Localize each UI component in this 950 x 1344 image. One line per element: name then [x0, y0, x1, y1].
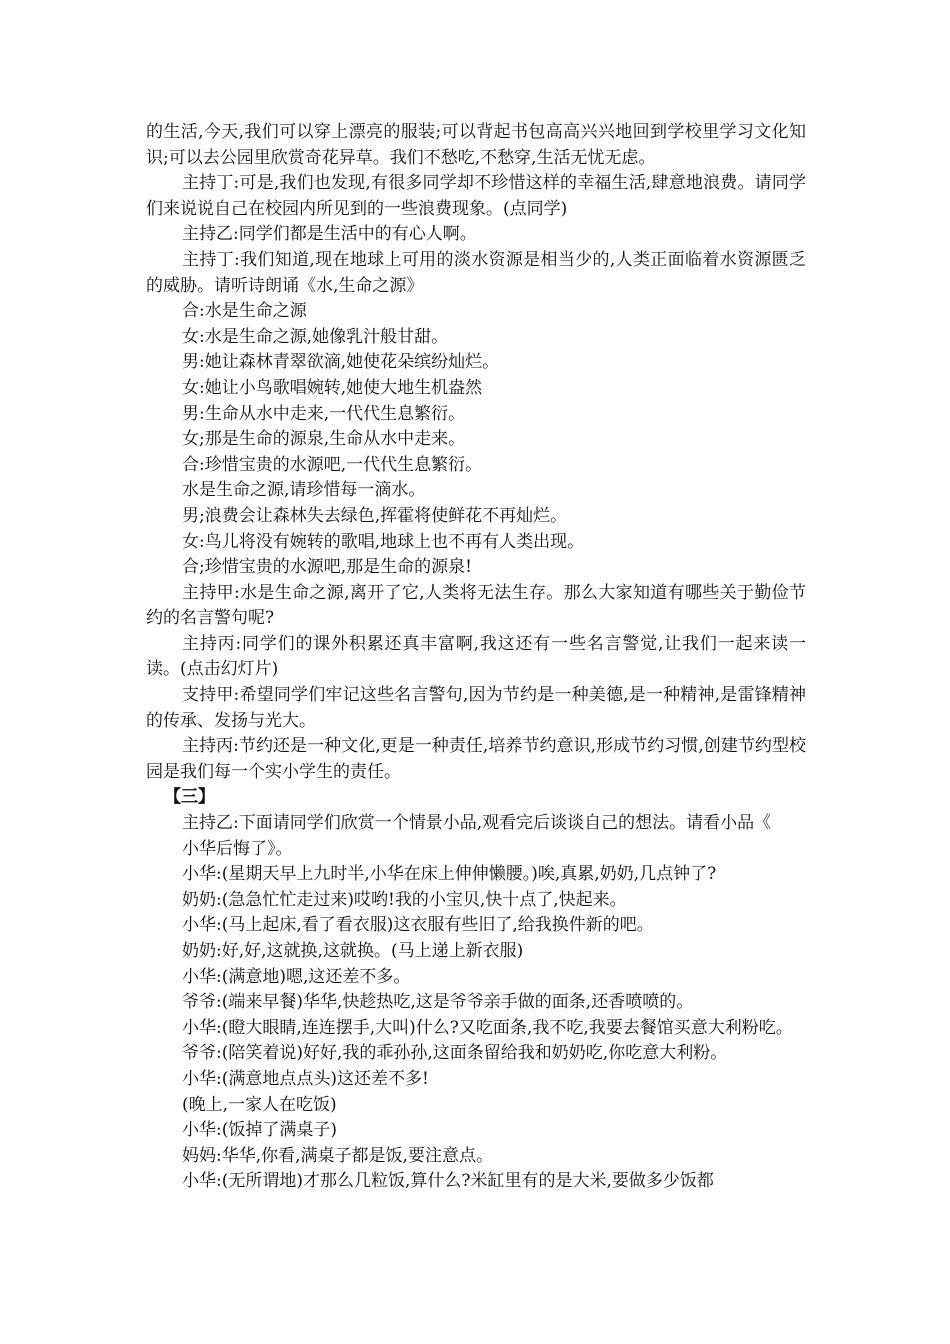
- paragraph: 合;珍惜宝贵的水源吧,那是生命的源泉!: [182, 557, 472, 578]
- paragraph: 奶奶:(急急忙忙走过来)哎哟!我的小宝贝,快十点了,快起来。: [182, 889, 627, 910]
- paragraph: 男;浪费会让森林失去绿色,挥霍将使鲜花不再灿烂。: [182, 505, 568, 526]
- paragraph: 主持乙:同学们都是生活中的有心人啊。: [182, 224, 477, 245]
- paragraph: 女:鸟儿将没有婉转的歌唱,地球上也不再有人类出现。: [182, 531, 585, 552]
- paragraph: 主持甲:水是生命之源,离开了它,人类将无法生存。那么大家知道有哪些关于勤俭节约的名言警句呢?: [146, 582, 806, 629]
- paragraph: 男:她让森林青翠欲滴,她使花朵缤纷灿烂。: [182, 352, 500, 373]
- paragraph: 主持丙:节约还是一种文化,更是一种责任,培养节约意识,形成节约习惯,创建节约型校园是我们每一个实小学生的责任。: [146, 736, 806, 782]
- paragraph: 妈妈:华华,你看,满桌子都是饭,要注意点。: [182, 1145, 493, 1166]
- paragraph: 奶奶:好,好,这就换,这就换。(马上递上新衣服): [182, 941, 524, 961]
- paragraph: 支持甲:希望同学们牢记这些名言警句,因为节约是一种美德,是一种精神,是雷锋精神的传承、发扬与光大。: [146, 685, 806, 731]
- paragraph: 小华:(饭掉了满桌子): [182, 1120, 337, 1141]
- paragraph: 合:珍惜宝贵的水源吧,一代代生息繁衍。: [182, 454, 483, 475]
- paragraph: 男:生命从水中走来,一代代生息繁衍。: [182, 403, 466, 424]
- paragraph: 合:水是生命之源: [182, 301, 307, 322]
- paragraph: 小华:(无所谓地)才那么几粒饭,算什么?米缸里有的是大米,要做多少饭都: [182, 1171, 714, 1192]
- paragraph: 主持丙:同学们的课外积累还真丰富啊,我这还有一些名言警觉,让我们一起来读一读。(点击幻灯片): [146, 633, 806, 680]
- paragraph: 的生活,今天,我们可以穿上漂亮的服装;可以背起书包高高兴兴地回到学校里学习文化知识;可以去公园里欣赏奇花异草。我们不愁吃,不愁穿,生活无忧无虑。: [146, 122, 806, 168]
- paragraph: 主持乙:下面请同学们欣赏一个情景小品,观看完后谈谈自己的想法。请看小品《: [182, 813, 772, 834]
- paragraph: 女:她让小鸟歌唱婉转,她使大地生机盎然: [182, 377, 483, 398]
- paragraph: 女:水是生命之源,她像乳汁般甘甜。: [182, 326, 449, 347]
- paragraph: 主持丁:可是,我们也发现,有很多同学却不珍惜这样的幸福生活,肆意地浪费。请同学们来说说自己在校园内所见到的一些浪费现象。(点同学): [146, 173, 806, 219]
- paragraph: (晚上,一家人在吃饭): [182, 1094, 337, 1115]
- paragraph: 主持丁:我们知道,现在地球上可用的淡水资源是相当少的,人类正面临着水资源匮乏的威胁。请听诗朗诵《水,生命之源》: [146, 249, 806, 296]
- paragraph: 水是生命之源,请珍惜每一滴水。: [182, 480, 426, 501]
- paragraph: 爷爷:(端来早餐)华华,快趁热吃,这是爷爷亲手做的面条,还香喷喷的。: [182, 992, 694, 1013]
- paragraph: 小华:(瞪大眼睛,连连摆手,大叫)什么?又吃面条,我不吃,我要去餐馆买意大利粉吃。: [182, 1017, 793, 1038]
- section-heading: 【三】: [164, 787, 215, 808]
- paragraph: 小华:(马上起床,看了看衣服)这衣服有些旧了,给我换件新的吧。: [182, 915, 654, 936]
- paragraph: 小华:(星期天早上九时半,小华在床上伸伸懒腰。)唉,真累,奶奶,几点钟了?: [182, 864, 717, 885]
- paragraph: 女;那是生命的源泉,生命从水中走来。: [182, 429, 466, 450]
- paragraph: 小华:(满意地)嗯,这还差不多。: [182, 966, 411, 987]
- paragraph: 小华后悔了》。: [182, 838, 293, 859]
- paragraph: 小华:(满意地点点头)这还差不多!: [182, 1068, 429, 1089]
- document-page: [146, 120, 806, 1195]
- paragraph: 爷爷:(陪笑着说)好好,我的乖孙孙,这面条留给我和奶奶吃,你吃意大利粉。: [182, 1043, 728, 1064]
